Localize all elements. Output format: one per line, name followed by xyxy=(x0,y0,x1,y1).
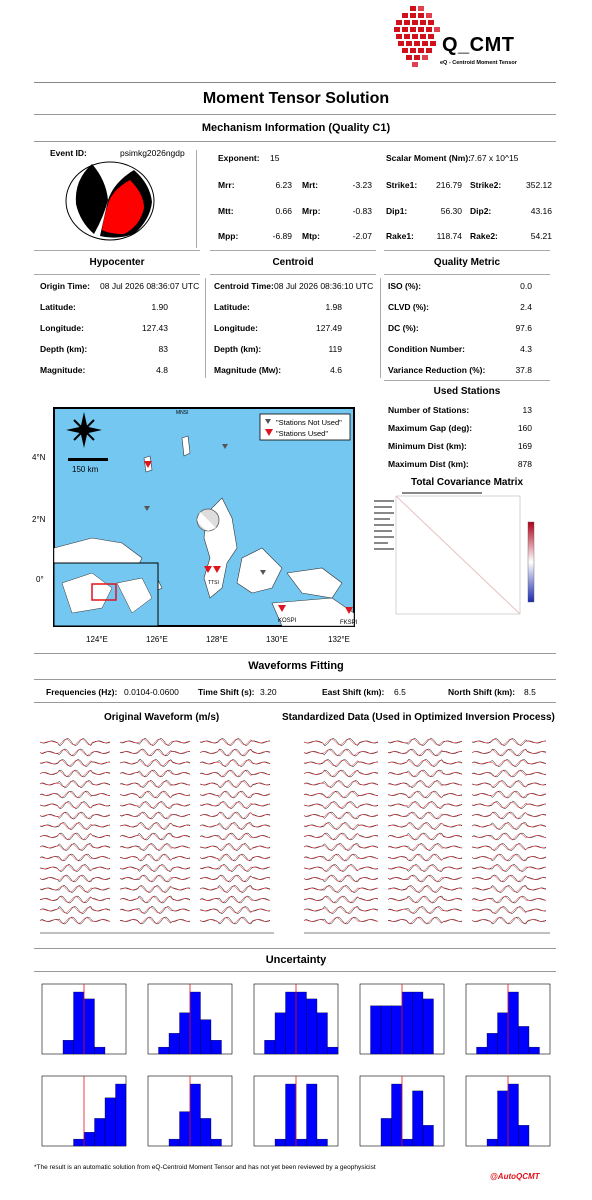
waveform-trace xyxy=(388,760,462,767)
hypocenter-heading: Hypocenter xyxy=(89,257,145,268)
waveform-trace xyxy=(120,823,190,829)
histogram-bar xyxy=(190,1084,201,1146)
max-dist-label: Maximum Dist (km): xyxy=(388,459,469,469)
waveforms-heading: Waveforms Fitting xyxy=(248,660,344,672)
uncertainty-histogram xyxy=(454,980,554,1068)
waveform-trace xyxy=(472,813,546,819)
origin-label: Origin Time: xyxy=(40,281,90,291)
event-id: psimkg2026ngdp xyxy=(120,148,185,158)
histogram-bar xyxy=(169,1033,180,1054)
scale-label: 150 km xyxy=(72,465,99,474)
hypo-depth-label: Depth (km): xyxy=(40,344,88,354)
histogram-bar xyxy=(190,992,201,1054)
waveform-trace xyxy=(200,781,270,787)
waveform-trace xyxy=(200,823,270,829)
divider xyxy=(34,114,556,115)
hypo-mag-label: Magnitude: xyxy=(40,365,86,375)
rake1-label: Rake1: xyxy=(386,231,414,241)
waveform-trace xyxy=(200,844,270,851)
rake2-label: Rake2: xyxy=(470,231,498,241)
waveform-trace xyxy=(120,834,190,840)
waveform-trace xyxy=(120,865,190,871)
uncertainty-histogram xyxy=(30,1072,130,1160)
lon-tick: 128°E xyxy=(206,635,228,644)
mpp-label: Mpp: xyxy=(218,231,239,241)
histogram-bar xyxy=(286,1084,297,1146)
east-shift-label: East Shift (km): xyxy=(322,687,385,697)
divider xyxy=(34,679,556,680)
waveform-trace xyxy=(120,771,190,777)
origin-value: 08 Jul 2026 08:36:07 UTC xyxy=(100,281,200,291)
rake1-value: 118.74 xyxy=(436,231,462,241)
uncertainty-heading: Uncertainty xyxy=(265,954,327,966)
legend-not-used: "Stations Not Used" xyxy=(276,418,342,427)
centroid-time-label: Centroid Time: xyxy=(214,281,274,291)
waveform-trace xyxy=(200,781,270,788)
covariance-matrix xyxy=(372,492,552,622)
waveform-trace xyxy=(472,750,546,756)
mechanism-heading: Mechanism Information (Quality C1) xyxy=(201,122,391,134)
waveform-trace xyxy=(200,875,270,882)
waveform-trace xyxy=(200,749,270,756)
histogram-bar xyxy=(317,1139,328,1146)
waveform-trace xyxy=(472,886,546,892)
waveform-trace xyxy=(472,844,546,851)
waveform-trace xyxy=(388,896,462,903)
histogram-bar xyxy=(508,1084,519,1146)
lat-tick: 2°N xyxy=(32,515,46,524)
waveform-trace xyxy=(40,771,110,777)
north-shift-label: North Shift (km): xyxy=(448,687,516,697)
waveform-trace xyxy=(388,771,462,777)
mrp-label: Mrp: xyxy=(302,206,321,216)
waveform-trace xyxy=(472,823,546,829)
divider xyxy=(34,141,556,142)
strike1-label: Strike1: xyxy=(386,180,418,190)
dip2-value: 43.16 xyxy=(530,206,552,216)
uncertainty-histogram xyxy=(348,1072,448,1160)
waveform-trace xyxy=(40,865,110,872)
waveform-trace xyxy=(472,918,546,924)
waveform-trace xyxy=(120,792,190,798)
waveform-trace xyxy=(304,781,378,787)
waveform-trace xyxy=(472,886,546,893)
exponent-label: Exponent: xyxy=(218,153,260,163)
waveform-trace xyxy=(304,833,378,840)
hypo-lon-value: 127.43 xyxy=(142,323,168,333)
cent-lat-label: Latitude: xyxy=(214,302,250,312)
histogram-bar xyxy=(381,1006,392,1054)
histogram-bar xyxy=(413,1091,424,1146)
histogram-bar xyxy=(519,1125,530,1146)
divider xyxy=(34,653,556,654)
mrr-value: 6.23 xyxy=(275,180,292,190)
histogram-bar xyxy=(498,1091,509,1146)
scalar-value: 7.67 x 10^15 xyxy=(470,153,519,163)
min-dist-label: Minimum Dist (km): xyxy=(388,441,467,451)
north-shift-value: 8.5 xyxy=(524,687,536,697)
histogram-bar xyxy=(423,999,434,1054)
waveform-trace xyxy=(388,760,462,766)
waveform-trace xyxy=(200,918,270,924)
waveform-trace xyxy=(200,886,270,892)
histogram-bar xyxy=(487,1033,498,1054)
waveform-trace xyxy=(388,781,462,788)
max-gap-label: Maximum Gap (deg): xyxy=(388,423,473,433)
waveform-trace xyxy=(120,791,190,798)
waveform-trace xyxy=(200,855,270,861)
histogram-bar xyxy=(265,1040,276,1054)
hypo-depth-value: 83 xyxy=(158,344,168,354)
histogram-bar xyxy=(95,1047,106,1054)
waveform-trace xyxy=(40,834,110,840)
histogram-bar xyxy=(275,1013,286,1054)
station-map xyxy=(32,398,362,648)
footer-note: *The result is an automatic solution from eQ-Centroid Moment Tensor and has not yet been reviewed by a geophysicist xyxy=(34,1164,376,1171)
cent-depth-value: 119 xyxy=(328,344,342,354)
waveform-trace xyxy=(472,781,546,787)
event-id-label: Event ID: xyxy=(50,148,87,158)
time-shift-value: 3.20 xyxy=(260,687,277,697)
lon-tick: 132°E xyxy=(328,635,350,644)
vr-label: Variance Reduction (%): xyxy=(388,365,486,375)
waveform-trace xyxy=(40,907,110,914)
histogram-bar xyxy=(211,1139,222,1146)
histogram-bar xyxy=(211,1040,222,1054)
lon-tick: 124°E xyxy=(86,635,108,644)
waveform-trace xyxy=(40,865,110,871)
divider xyxy=(34,948,556,949)
lon-tick: 130°E xyxy=(266,635,288,644)
uncertainty-histograms xyxy=(30,980,560,1160)
waveform-trace xyxy=(120,781,190,788)
original-waveform-title: Original Waveform (m/s) xyxy=(104,712,220,723)
waveform-trace xyxy=(304,834,378,840)
waveform-trace xyxy=(120,802,190,808)
mrt-value: -3.23 xyxy=(352,180,372,190)
quality-heading: Quality Metric xyxy=(433,257,501,268)
histogram-bar xyxy=(519,1026,530,1054)
waveform-trace xyxy=(304,771,378,777)
waveform-trace xyxy=(388,834,462,840)
strike2-label: Strike2: xyxy=(470,180,502,190)
uncertainty-histogram xyxy=(242,980,342,1068)
waveform-trace xyxy=(304,802,378,808)
waveform-trace xyxy=(388,823,462,829)
legend-used: "Stations Used" xyxy=(276,429,329,438)
waveform-trace xyxy=(120,886,190,893)
histogram-bar xyxy=(498,1013,509,1054)
histogram-bar xyxy=(508,992,519,1054)
centroid-time-value: 08 Jul 2026 08:36:10 UTC xyxy=(274,281,374,291)
histogram-bar xyxy=(84,999,95,1054)
cent-lon-value: 127.49 xyxy=(316,323,342,333)
freq-label: Frequencies (Hz): xyxy=(46,687,118,697)
mrt-label: Mrt: xyxy=(302,180,319,190)
standardized-waveform-panel xyxy=(298,728,556,942)
histogram-bar xyxy=(84,1132,95,1146)
waveform-trace xyxy=(200,770,270,777)
waveform-trace xyxy=(388,917,462,924)
waveform-trace xyxy=(40,813,110,819)
histogram-bar xyxy=(74,992,85,1054)
waveform-trace xyxy=(304,876,378,882)
histogram-bar xyxy=(413,992,424,1054)
east-shift-value: 6.5 xyxy=(394,687,406,697)
waveform-trace xyxy=(40,739,110,745)
waveform-trace xyxy=(40,876,110,882)
iso-label: ISO (%): xyxy=(388,281,422,291)
divider xyxy=(34,971,556,972)
waveform-trace xyxy=(304,896,378,903)
waveform-trace xyxy=(472,792,546,798)
stations-heading: Used Stations xyxy=(433,386,501,397)
mtt-label: Mtt: xyxy=(218,206,234,216)
waveform-trace xyxy=(40,833,110,840)
waveform-trace xyxy=(388,855,462,861)
histogram-bar xyxy=(307,999,318,1054)
strike1-value: 216.79 xyxy=(436,180,462,190)
rake2-value: 54.21 xyxy=(530,231,552,241)
strike2-value: 352.12 xyxy=(526,180,552,190)
waveform-trace xyxy=(472,812,546,819)
waveform-trace xyxy=(304,791,378,798)
waveform-trace xyxy=(388,802,462,808)
waveform-trace xyxy=(304,907,378,913)
waveform-trace xyxy=(472,844,546,850)
mrp-value: -0.83 xyxy=(352,206,372,216)
waveform-trace xyxy=(472,749,546,756)
waveform-trace xyxy=(40,907,110,913)
waveform-trace xyxy=(472,760,546,766)
histogram-bar xyxy=(286,992,297,1054)
max-dist-value: 878 xyxy=(517,459,532,469)
station-label: FKSPI xyxy=(340,620,358,626)
waveform-trace xyxy=(120,854,190,861)
time-shift-label: Time Shift (s): xyxy=(198,687,255,697)
waveform-trace xyxy=(472,770,546,777)
cond-value: 4.3 xyxy=(520,344,532,354)
waveform-trace xyxy=(388,854,462,861)
waveform-trace xyxy=(304,865,378,871)
waveform-trace xyxy=(40,781,110,787)
histogram-bar xyxy=(275,1139,286,1146)
waveform-trace xyxy=(472,781,546,788)
waveform-trace xyxy=(304,907,378,914)
mrr-label: Mrr: xyxy=(218,180,235,190)
waveform-trace xyxy=(200,813,270,819)
centroid-heading: Centroid xyxy=(272,257,314,268)
logo xyxy=(392,4,517,74)
waveform-trace xyxy=(120,760,190,767)
original-waveform-panel xyxy=(32,728,286,942)
cent-mag-value: 4.6 xyxy=(330,365,342,375)
waveform-trace xyxy=(388,792,462,798)
waveform-trace xyxy=(120,896,190,903)
waveform-trace xyxy=(388,865,462,871)
histogram-bar xyxy=(328,1047,339,1054)
waveform-trace xyxy=(120,897,190,903)
histogram-bar xyxy=(180,1112,191,1146)
logo-name: Q_CMT xyxy=(442,34,515,56)
histogram-bar xyxy=(402,1139,413,1146)
histogram-bar xyxy=(95,1118,106,1146)
waveform-trace xyxy=(120,855,190,861)
hypo-lat-value: 1.90 xyxy=(151,302,168,312)
page-title: Moment Tensor Solution xyxy=(202,90,390,107)
mtp-value: -2.07 xyxy=(352,231,372,241)
waveform-trace xyxy=(200,844,270,850)
waveform-trace xyxy=(304,865,378,872)
cent-lon-label: Longitude: xyxy=(214,323,258,333)
waveform-trace xyxy=(304,802,378,809)
waveform-trace xyxy=(388,886,462,893)
histogram-bar xyxy=(423,1125,434,1146)
waveform-trace xyxy=(40,802,110,808)
cent-depth-label: Depth (km): xyxy=(214,344,262,354)
waveform-trace xyxy=(200,812,270,819)
waveform-trace xyxy=(200,907,270,914)
hypo-lat-label: Latitude: xyxy=(40,302,76,312)
waveform-trace xyxy=(120,823,190,830)
waveform-trace xyxy=(40,896,110,903)
histogram-bar xyxy=(159,1047,170,1054)
min-dist-value: 169 xyxy=(517,441,532,451)
uncertainty-histogram xyxy=(136,980,236,1068)
dip1-value: 56.30 xyxy=(440,206,462,216)
num-stations-label: Number of Stations: xyxy=(388,405,470,415)
num-stations-value: 13 xyxy=(522,405,532,415)
waveform-trace xyxy=(200,886,270,893)
uncertainty-histogram xyxy=(30,980,130,1068)
cent-mag-label: Magnitude (Mw): xyxy=(214,365,282,375)
max-gap-value: 160 xyxy=(517,423,532,433)
waveform-trace xyxy=(472,875,546,882)
histogram-bar xyxy=(392,1084,403,1146)
exponent-value: 15 xyxy=(270,153,280,163)
lon-tick: 126°E xyxy=(146,635,168,644)
waveform-trace xyxy=(200,792,270,798)
waveform-trace xyxy=(304,844,378,850)
histogram-bar xyxy=(381,1118,392,1146)
waveform-trace xyxy=(304,770,378,777)
station-label: MNSI xyxy=(176,410,189,416)
dip1-label: Dip1: xyxy=(386,206,408,216)
histogram-bar xyxy=(296,992,307,1054)
freq-value: 0.0104-0.0600 xyxy=(124,687,179,697)
uncertainty-histogram xyxy=(136,1072,236,1160)
histogram-bar xyxy=(317,1013,328,1054)
lat-tick: 4°N xyxy=(32,453,46,462)
waveform-trace xyxy=(40,791,110,798)
waveform-trace xyxy=(472,907,546,914)
iso-value: 0.0 xyxy=(520,281,532,291)
mtt-value: 0.66 xyxy=(275,206,292,216)
waveform-trace xyxy=(472,855,546,861)
standardized-title: Standardized Data (Used in Optimized Inversion Process) xyxy=(282,712,555,723)
waveform-trace xyxy=(40,802,110,809)
waveform-trace xyxy=(388,897,462,903)
histogram-bar xyxy=(169,1139,180,1146)
histogram-bar xyxy=(371,1006,382,1054)
histogram-bar xyxy=(63,1040,74,1054)
histogram-bar xyxy=(529,1047,540,1054)
mpp-value: -6.89 xyxy=(272,231,292,241)
waveform-trace xyxy=(200,760,270,766)
uncertainty-histogram xyxy=(242,1072,342,1160)
histogram-bar xyxy=(296,1139,307,1146)
histogram-bar xyxy=(201,1020,212,1054)
histogram-bar xyxy=(392,1006,403,1054)
histogram-bar xyxy=(402,992,413,1054)
waveform-trace xyxy=(388,791,462,798)
footer-handle: @AutoQCMT xyxy=(490,1172,540,1181)
clvd-label: CLVD (%): xyxy=(388,302,429,312)
histogram-bar xyxy=(201,1118,212,1146)
histogram-bar xyxy=(105,1098,116,1146)
cent-lat-value: 1.98 xyxy=(325,302,342,312)
dip2-label: Dip2: xyxy=(470,206,492,216)
histogram-bar xyxy=(116,1084,127,1146)
logo-subtitle: eQ - Centroid Moment Tensor xyxy=(440,60,517,66)
mtp-label: Mtp: xyxy=(302,231,320,241)
histogram-bar xyxy=(477,1047,488,1054)
cond-label: Condition Number: xyxy=(388,344,465,354)
waveform-trace xyxy=(40,770,110,777)
waveform-trace xyxy=(120,917,190,924)
histogram-bar xyxy=(307,1084,318,1146)
vr-value: 37.8 xyxy=(515,365,532,375)
waveform-trace xyxy=(40,844,110,850)
divider xyxy=(34,82,556,83)
hypo-lon-label: Longitude: xyxy=(40,323,84,333)
dc-label: DC (%): xyxy=(388,323,419,333)
hypo-mag-value: 4.8 xyxy=(156,365,168,375)
waveform-trace xyxy=(304,813,378,819)
waveform-trace xyxy=(304,739,378,745)
uncertainty-histogram xyxy=(348,980,448,1068)
station-label: KOSPI xyxy=(278,618,297,624)
histogram-bar xyxy=(180,1013,191,1054)
beachball-icon xyxy=(64,160,156,242)
histogram-bar xyxy=(487,1139,498,1146)
histogram-bar xyxy=(74,1139,85,1146)
waveform-trace xyxy=(120,760,190,766)
uncertainty-histogram xyxy=(454,1072,554,1160)
covariance-heading: Total Covariance Matrix xyxy=(410,477,524,488)
scalar-label: Scalar Moment (Nm): xyxy=(386,153,472,163)
waveform-trace xyxy=(200,750,270,756)
lat-tick: 0° xyxy=(36,575,44,584)
dc-value: 97.6 xyxy=(515,323,532,333)
waveform-trace xyxy=(388,823,462,830)
station-label: TTSI xyxy=(208,580,219,586)
divider xyxy=(34,702,556,703)
clvd-value: 2.4 xyxy=(520,302,532,312)
